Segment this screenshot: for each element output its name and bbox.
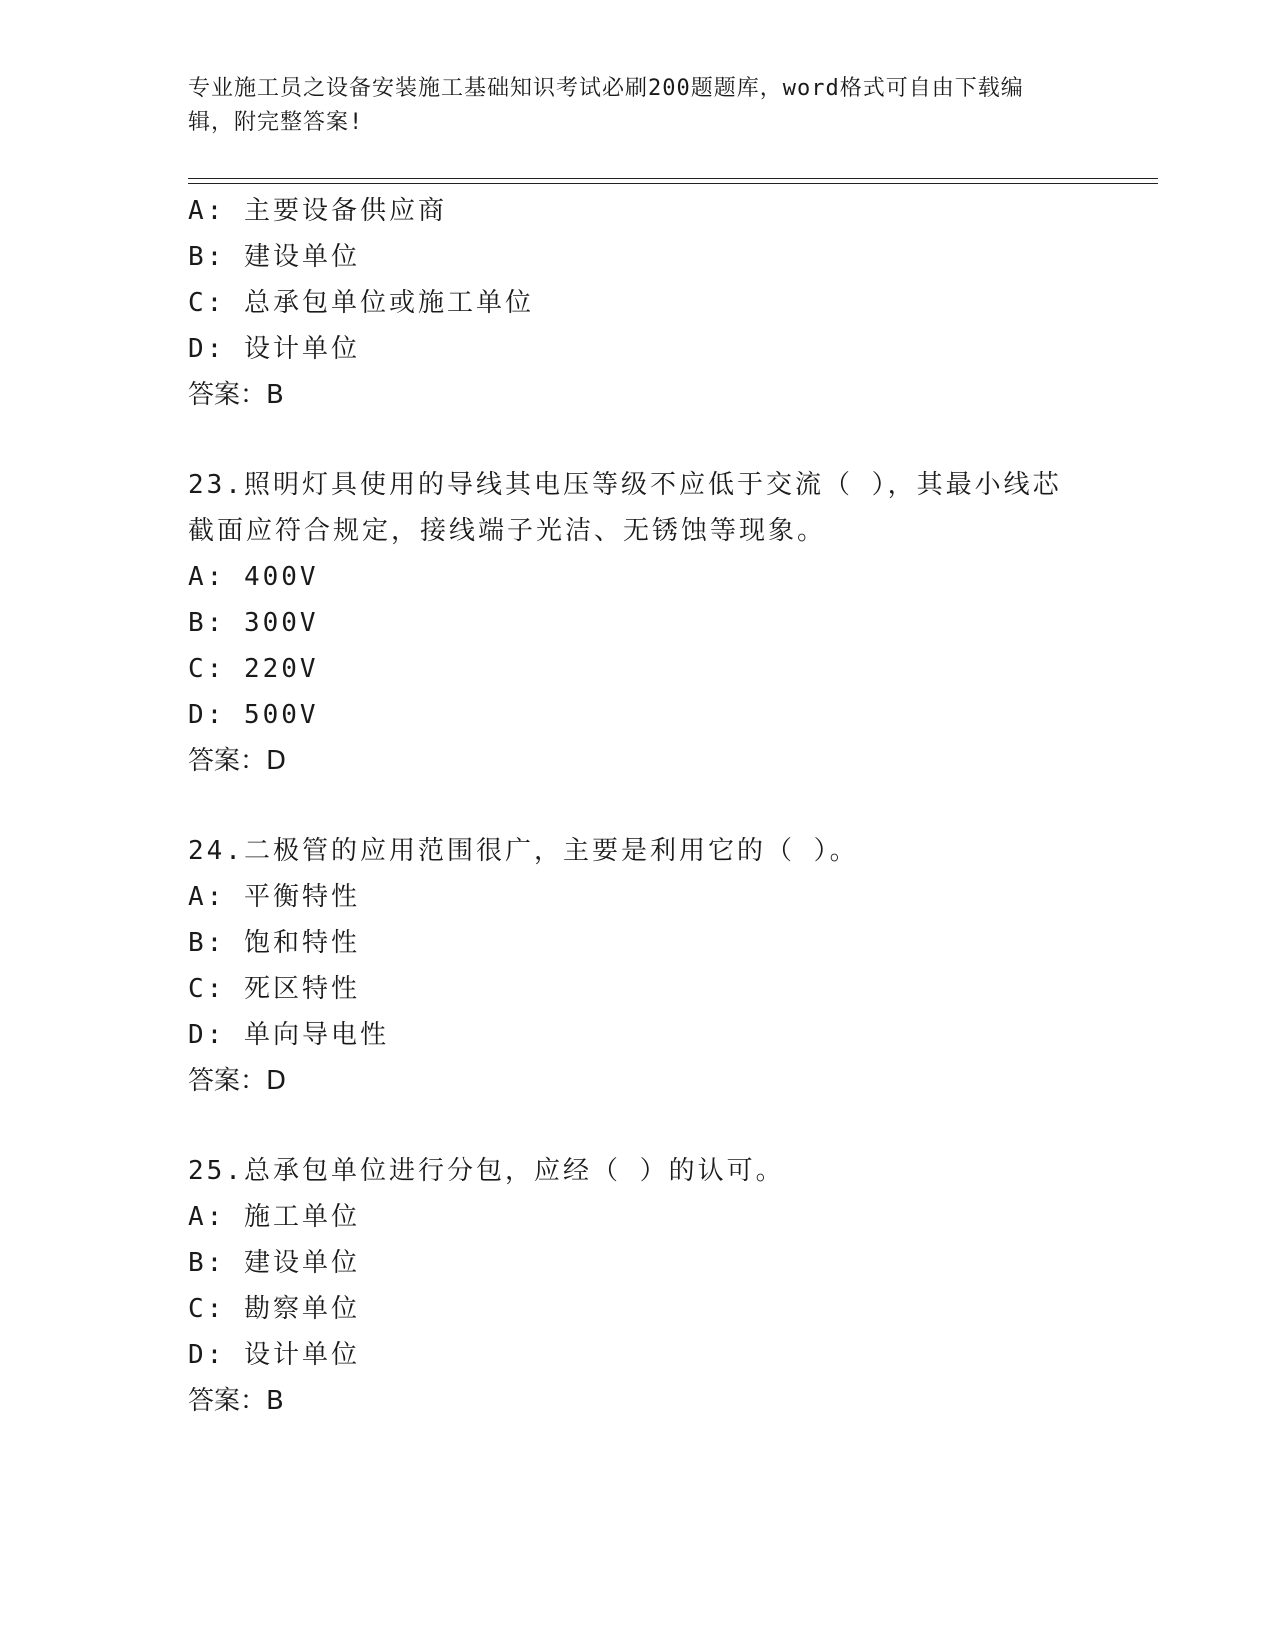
option-a: A: 施工单位: [188, 1202, 360, 1232]
option-d: D: 设计单位: [188, 334, 360, 364]
answer: 答案：B: [188, 1386, 284, 1416]
answer: 答案：B: [188, 380, 284, 410]
question-stem: 23.照明灯具使用的导线其电压等级不应低于交流（ ），其最小线芯截面应符合规定，接线端子光洁、无锈蚀等现象。: [188, 470, 1062, 546]
option-c: C: 220V: [188, 654, 319, 684]
option-c: C: 总承包单位或施工单位: [188, 288, 534, 318]
question-block-25: [188, 1148, 1088, 1424]
question-stem: 25.总承包单位进行分包，应经（ ）的认可。: [188, 1156, 785, 1186]
option-c: C: 死区特性: [188, 974, 360, 1004]
option-d: D: 设计单位: [188, 1340, 360, 1370]
question-stem: 24.二极管的应用范围很广，主要是利用它的（ ）。: [188, 836, 859, 866]
option-b: B: 建设单位: [188, 1248, 360, 1278]
option-b: B: 300V: [188, 608, 319, 638]
option-a: A: 400V: [188, 562, 319, 592]
option-b: B: 建设单位: [188, 242, 360, 272]
question-block-23: [188, 462, 1088, 784]
option-a: A: 平衡特性: [188, 882, 360, 912]
answer: 答案：D: [188, 1066, 287, 1096]
option-b: B: 饱和特性: [188, 928, 360, 958]
option-d: D: 500V: [188, 700, 319, 730]
option-a: A: 主要设备供应商: [188, 196, 447, 226]
document-header: 专业施工员之设备安装施工基础知识考试必刷200题题库，word格式可自由下载编辑，附完整答案!: [188, 76, 1024, 135]
option-d: D: 单向导电性: [188, 1020, 389, 1050]
question-block-24: [188, 828, 1088, 1104]
header-divider-top: [188, 178, 1158, 179]
option-c: C: 勘察单位: [188, 1294, 360, 1324]
question-list: [188, 188, 1088, 1424]
question-block-22: [188, 188, 1088, 418]
header-divider-bottom: [188, 183, 1158, 184]
answer: 答案：D: [188, 746, 287, 776]
